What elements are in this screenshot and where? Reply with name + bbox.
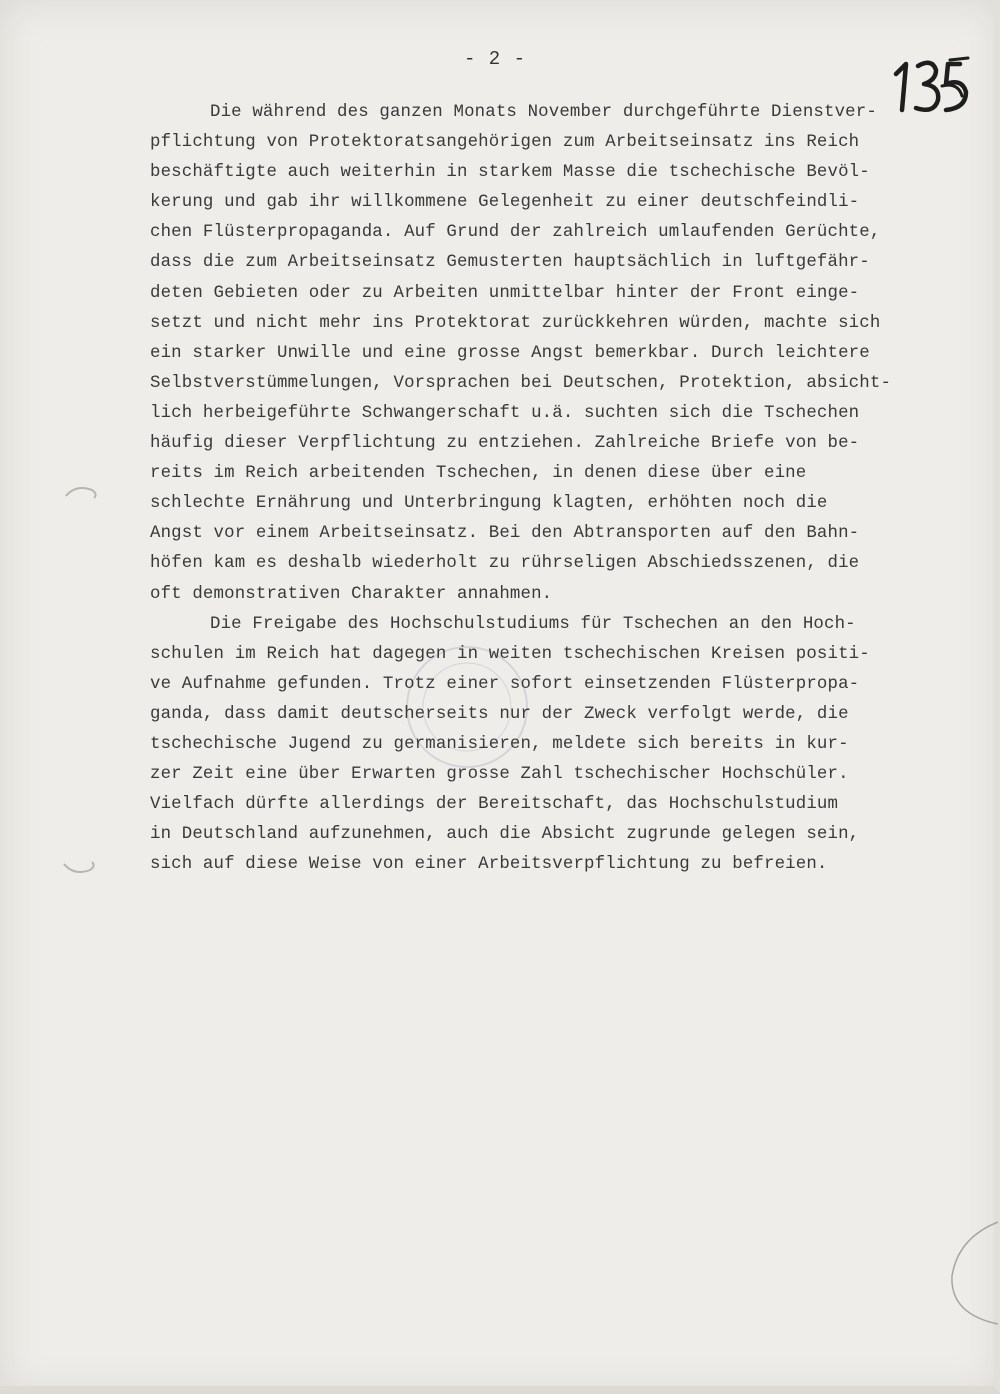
text-line: schlechte Ernährung und Unterbringung klagten, erhöhten noch die [150, 494, 828, 514]
text-line: beschäftigte auch weiterhin in starkem Masse die tschechische Bevöl- [150, 163, 870, 183]
text-line: dass die zum Arbeitseinsatz Gemusterten hauptsächlich in luftgefähr- [150, 253, 870, 273]
text-line: pflichtung von Protektoratsangehörigen zum Arbeitseinsatz ins Reich [150, 133, 860, 153]
text-line: lich herbeigeführte Schwangerschaft u.ä. suchten sich die Tschechen [150, 403, 860, 423]
punch-hole-mark [62, 482, 102, 504]
typewritten-body [150, 98, 980, 880]
text-line: Die Freigabe des Hochschulstudiums für Tschechen an den Hoch- [210, 614, 856, 634]
text-line: häufig dieser Verpflichtung zu entziehen. Zahlreiche Briefe von be- [150, 434, 860, 454]
text-line: ve Aufnahme gefunden. Trotz einer sofort einsetzenden Flüsterpropa- [150, 674, 860, 694]
text-line: reits im Reich arbeitenden Tschechen, in denen diese über eine [150, 464, 807, 484]
text-line: Selbstverstümmelungen, Vorsprachen bei Deutschen, Protektion, absicht- [150, 373, 892, 393]
text-line: sich auf diese Weise von einer Arbeitsverpflichtung zu befreien. [150, 855, 828, 875]
paragraph-2 [150, 610, 980, 881]
text-line: tschechische Jugend zu germanisieren, meldete sich bereits in kur- [150, 734, 849, 754]
text-line: chen Flüsterpropaganda. Auf Grund der zahlreich umlaufenden Gerüchte, [150, 223, 881, 243]
text-line: kerung und gab ihr willkommene Gelegenheit zu einer deutschfeindli- [150, 193, 860, 213]
text-line: oft demonstrativen Charakter annahmen. [150, 584, 553, 604]
text-line: ein starker Unwille und eine grosse Angst bemerkbar. Durch leichtere [150, 343, 870, 363]
text-line: schulen im Reich hat dagegen in weiten tschechischen Kreisen positi- [150, 644, 870, 664]
text-line: ganda, dass damit deutscherseits nur der Zweck verfolgt werde, die [150, 704, 849, 724]
text-line: Angst vor einem Arbeitseinsatz. Bei den Abtransporten auf den Bahn- [150, 524, 860, 544]
text-line: Vielfach dürfte allerdings der Bereitschaft, das Hochschulstudium [150, 795, 839, 815]
paragraph-1 [150, 98, 980, 610]
text-line: setzt und nicht mehr ins Protektorat zurückkehren würden, machte sich [150, 313, 881, 333]
text-line: deten Gebieten oder zu Arbeiten unmittelbar hinter der Front einge- [150, 283, 860, 303]
text-line: in Deutschland aufzunehmen, auch die Absicht zugrunde gelegen sein, [150, 825, 860, 845]
punch-hole-mark [60, 858, 100, 880]
text-line: Die während des ganzen Monats November durchgeführte Dienstver- [210, 103, 877, 122]
page-number: - 2 - [463, 48, 526, 70]
page-curl-mark [940, 1218, 1000, 1328]
text-line: höfen kam es deshalb wiederholt zu rührseligen Abschiedsszenen, die [150, 554, 860, 574]
text-line: zer Zeit eine über Erwarten grosse Zahl tschechischer Hochschüler. [150, 765, 849, 785]
